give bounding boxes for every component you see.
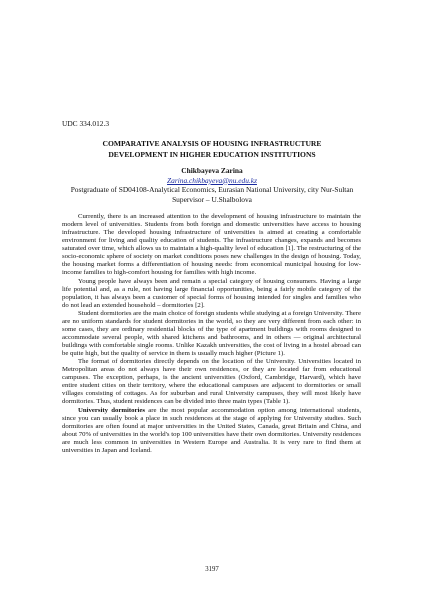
page-number: 3197 [205, 566, 219, 573]
author-supervisor: Supervisor – U.Shalbolova [172, 194, 252, 204]
author-affiliation: Postgraduate of SD04108-Analytical Economics, Eurasian National University, city Nur-Sultan [70, 185, 354, 194]
udc-code: UDC 334.012.3 [62, 119, 110, 128]
title-line-2: DEVELOPMENT IN HIGHER EDUCATION INSTITUTIONS [108, 149, 316, 159]
paragraph-5-text: are the most popular accommodation option among international students, since you can usually book a place in such residences at the stage of applying for University studies. Such dormitories are often found at major universities in the United States, Canada, great Britain and China, and about 70% of universities in the world's top 100 universities have their own dormitories. University residences are much less common in universities in Western Europe and Australia. It is very rare to find them at universities in Japan and Iceland. [62, 406, 362, 454]
paragraph-4: The format of dormitories directly depends on the location of the University. Universities located in Metropolitan areas do not always have their own residences, or they are located far from educational campuses. The exception, perhaps, is the ancient universities (Oxford, Cambridge, Harvard), which have entire student cities on their territory, where the educational campuses are adjacent to dormitories or small villages consisting of cottages. As for suburban and rural University campuses, they will most likely have dormitories. Thus, student residences can be divided into three main types (Table 1). [62, 358, 361, 406]
paragraph-1: Currently, there is an increased attention to the development of housing infrastructure to maintain the modern level of universities. Students from both foreign and domestic universities have access to housing infrastructure. The developed housing infrastructure of universities is aimed at creating a comfortable environment for living and quality education of students. The infrastructure changes, expands and becomes saturated over time, which allows us to maintain a high-quality level of education [1]. The restructuring of the socio-economic sphere of society on market conditions poses new challenges in the design of housing. Today, the housing market forms a differentiation of housing needs: from economical municipal housing for low-income families to high-comfort housing for families with high income. [62, 213, 361, 277]
author-email-link[interactable]: Zarina.chikbayeva@nu.edu.kz [167, 175, 257, 185]
paper-title [62, 139, 362, 160]
paragraph-5 [62, 407, 361, 455]
author-name: Chikbayeva Zarina [181, 166, 243, 175]
paragraph-5-bold-lead: University dormitories [78, 406, 145, 414]
title-line-1: COMPARATIVE ANALYSIS OF HOUSING INFRASTRUCTURE [102, 139, 322, 148]
author-block [62, 166, 362, 204]
paragraph-2: Young people have always been and remain a special category of housing consumers. Having a large life potential and, as a rule, not having large financial opportunities, being a fairly mobile category of the population, it has always been a customer of special forms of housing intended for singles and families who do not lead an extended household – dormitories [2]. [62, 277, 361, 309]
paragraph-3: Student dormitories are the main choice of foreign students while studying at a foreign University. There are no uniform standards for student dormitories in the world, so they are very different from each other: in some cases, they are ordinary residential blocks of the type of apartment buildings with rooms designed to accommodate several people, with shared kitchens and bathrooms, and in others — original architectural buildings with comfortable single rooms. Unlike Kazakh universities, the cost of living in a hostel abroad can be quite high, but the quality of service in them is usually much higher (Picture 1). [62, 309, 361, 358]
body-text [62, 213, 361, 455]
